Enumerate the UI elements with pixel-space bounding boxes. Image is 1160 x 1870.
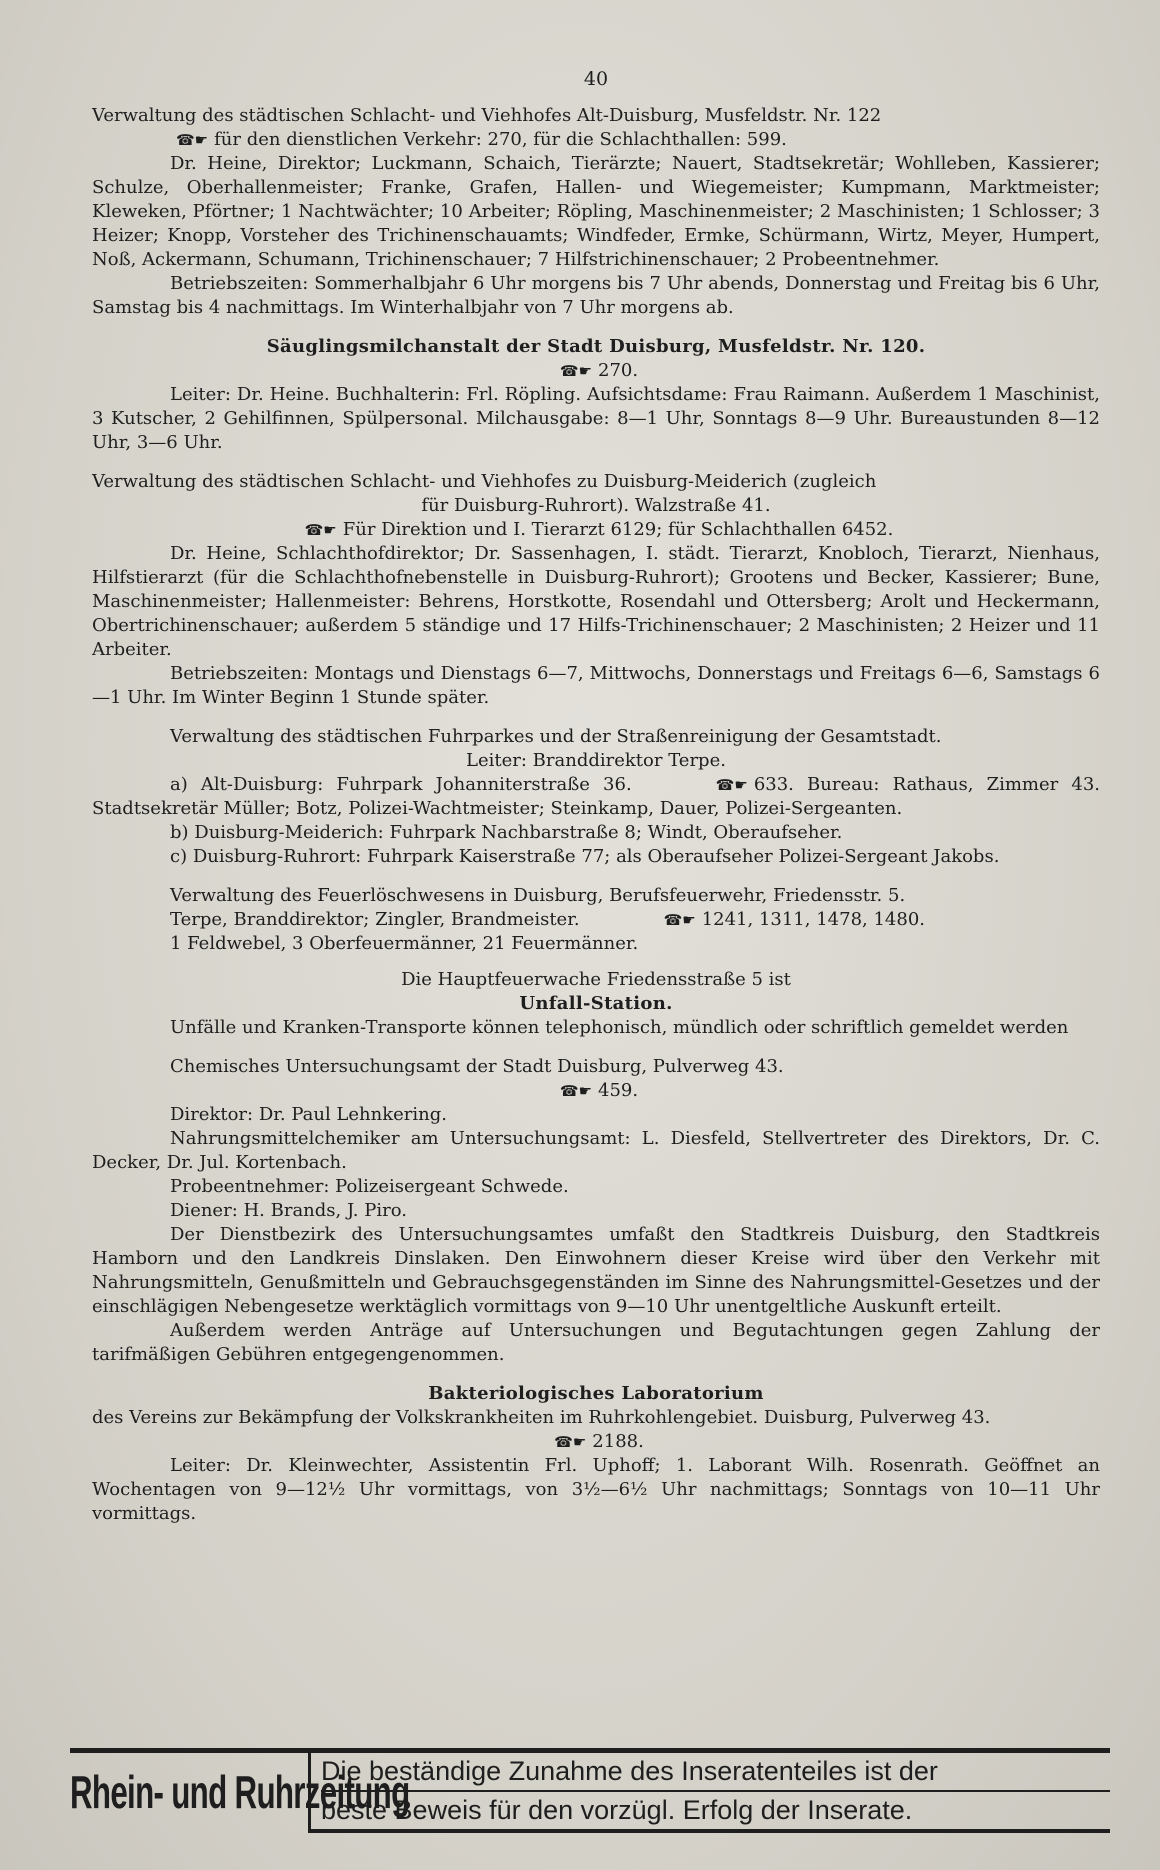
entry-b: b) Duisburg-Meiderich: Fuhrpark Nachbarstraße 8; Windt, Oberaufseher. [170,822,843,843]
phone-line: ☎☛ 2188. [554,1431,644,1452]
section-heading: Chemisches Untersuchungsamt der Stadt Duisburg, Pulverweg 43. [170,1056,784,1077]
director-line: Direktor: Dr. Paul Lehnkering. [170,1104,447,1125]
telephone-hand-icon: ☎☛ [559,1082,593,1100]
telephone-hand-icon: ☎☛ [559,362,593,380]
phone-line: ☎☛ 270. [559,360,639,381]
hours-paragraph: Betriebszeiten: Sommerhalbjahr 6 Uhr morgens bis 7 Uhr abends, Donnerstag und Freitag bis 6 Uhr, Samstag bis 4 nachmittags. Im Winterhalbjahr von 7 Uhr morgens ab. [92,273,1100,318]
staff-paragraph: Dr. Heine, Direktor; Luckmann, Schaich, Tierärzte; Nauert, Stadtsekretär; Wohlleben, Kassierer; Schulze, Oberhallenmeister; Franke, Grafen, Hallen- und Wiegemeister; Kumpmann, Marktmeister; Kleweken, Pförtner; 1 Nachtwächter; 10 Arbeiter; Röpling, Maschinenmeister; 2 Maschinisten; 1 Schlosser; 3 Heizer; Knopp, Vorsteher des Trichinenschauamts; Windfeder, Ermke, Schürmann, Wirtz, Meyer, Humpert, Noß, Ackermann, Schumann, Trichinenschauer; 7 Hilfstrichinenschauer; 2 Probeentnehmer. [92,153,1100,270]
phone-line: ☎☛ für den dienstlichen Verkehr: 270, für die Schlachthallen: 599. [176,129,787,150]
staff-paragraph: Dr. Heine, Schlachthofdirektor; Dr. Sassenhagen, I. städt. Tierarzt, Knobloch, Tierarzt, Nienhaus, Hilfstierarzt (für die Schlachthofnebenstelle in Duisburg-Ruhrort); Grootens und Becker, Kassierer; Bune, Maschinenmeister; Hallenmeister: Behrens, Horstkotte, Rosendahl und Ottersberg; Arolt und Heckermann, Obertrichinenschauer; außerdem 5 ständige und 17 Hilfs-Trichinenschauer; 2 Maschinisten; 2 Heizer und 11 Arbeiter. [92,543,1100,660]
extra-paragraph: Außerdem werden Anträge auf Untersuchungen und Begutachtungen gegen Zahlung der tarifmäßigen Gebühren entgegengenommen. [92,1320,1100,1365]
newspaper-advertisement [70,1748,1110,1833]
district-paragraph: Der Dienstbezirk des Untersuchungsamtes umfaßt den Stadtkreis Duisburg, den Stadtkreis Hamborn und den Landkreis Dinslaken. Den Einwohnern dieser Kreise wird über den Verkehr mit Nahrungsmitteln, Genußmitteln und Gebrauchsgegenständen im Sinne des Nahrungsmittel-Gesetzes und der einschlägigen Nebengesetze werktäglich vormittags von 9—10 Uhr unentgeltliche Auskunft erteilt. [92,1224,1100,1317]
section-heading-continued: für Duisburg-Ruhrort). Walzstraße 41. [421,495,771,516]
section-heading: Verwaltung des städtischen Fuhrparkes und der Straßenreinigung der Gesamtstadt. [170,726,942,747]
leader-line: Leiter: Branddirektor Terpe. [466,750,726,771]
entry-a: a) Alt-Duisburg: Fuhrpark Johanniterstraße 36. ☎☛ 633. Bureau: Rathaus, Zimmer 43. Stadtsekretär Müller; Botz, Polizei-Wachtmeister; Steinkamp, Dauer, Polizei-Sergeanten. [92,774,1100,819]
telephone-hand-icon: ☎☛ [304,521,337,539]
hours-paragraph: Betriebszeiten: Montags und Dienstags 6—7, Mittwochs, Donnerstags und Freitags 6—6, Samstags 6—1 Uhr. Im Winter Beginn 1 Stunde später. [92,663,1100,708]
section-fuhrpark [92,725,1100,869]
wache-line: Die Hauptfeuerwache Friedensstraße 5 ist [401,969,791,990]
telephone-hand-icon: ☎☛ [663,911,696,929]
section-feuerloeschwesen [92,884,1100,1040]
chemists-paragraph: Nahrungsmittelchemiker am Untersuchungsamt: L. Diesfeld, Stellvertreter des Direktors, Dr. C. Decker, Dr. Jul. Kortenbach. [92,1128,1100,1173]
section-schlachthof-alt-duisburg [92,104,1100,320]
body-paragraph: Leiter: Dr. Kleinwechter, Assistentin Frl. Uphoff; 1. Laborant Wilh. Rosenrath. Geöffnet an Wochentagen von 9—12½ Uhr vormittags, von 3½—6½ Uhr nachmittags; Sonntags von 10—11 Uhr vormittags. [92,1455,1100,1524]
phone-line: ☎☛ 459. [559,1080,639,1101]
section-heading: Säuglingsmilchanstalt der Stadt Duisburg, Musfeldstr. Nr. 120. [266,336,926,357]
section-bakteriologisches-laboratorium [92,1382,1100,1526]
newspaper-brand: Rhein- und Ruhrzeitung [70,1766,410,1818]
crew-line: 1 Feldwebel, 3 Oberfeuermänner, 21 Feuermänner. [170,933,639,954]
section-schlachthof-meiderich [92,470,1100,710]
unfall-station-heading: Unfall-Station. [519,993,673,1014]
section-heading: Bakteriologisches Laboratorium [428,1383,764,1404]
page-number: 40 [583,68,609,90]
section-heading: Verwaltung des Feuerlöschwesens in Duisburg, Berufsfeuerwehr, Friedensstr. 5. [170,885,906,906]
sampler-line: Probeentnehmer: Polizeisergeant Schwede. [170,1176,569,1197]
advertisement-line-2: beste Beweis für den vorzügl. Erfolg der Inserate. [321,1795,913,1825]
entry-c: c) Duisburg-Ruhrort: Fuhrpark Kaiserstraße 77; als Oberaufseher Polizei-Sergeant Jakobs. [170,846,1000,867]
section-heading: Verwaltung des städtischen Schlacht- und Viehhofes Alt-Duisburg, Musfeldstr. Nr. 122 [92,105,882,126]
section-subheading: des Vereins zur Bekämpfung der Volkskrankheiten im Ruhrkohlengebiet. Duisburg, Pulverweg 43. [92,1407,991,1428]
advertisement-text [308,1753,1110,1833]
servants-line: Diener: H. Brands, J. Piro. [170,1200,407,1221]
section-saeuglingsmilchanstalt [92,335,1100,455]
section-chemisches-untersuchungsamt [92,1055,1100,1367]
telephone-hand-icon: ☎☛ [554,1433,587,1451]
body-paragraph: Leiter: Dr. Heine. Buchhalterin: Frl. Röpling. Aufsichtsdame: Frau Raimann. Außerdem 1 Maschinist, 3 Kutscher, 2 Gehilfinnen, Spülpersonal. Milchausgabe: 8—1 Uhr, Sonntags 8—9 Uhr. Bureaustunden 8—12 Uhr, 3—6 Uhr. [92,384,1100,453]
phone-line: ☎☛ Für Direktion und I. Tierarzt 6129; für Schlachthallen 6452. [304,519,894,540]
telephone-hand-icon: ☎☛ [715,776,748,794]
advertisement-line-1: Die beständige Zunahme des Inseratenteiles ist der [321,1753,1110,1792]
telephone-hand-icon: ☎☛ [176,131,209,149]
section-heading: Verwaltung des städtischen Schlacht- und Viehhofes zu Duisburg-Meiderich (zugleich [92,471,877,492]
unfall-text: Unfälle und Kranken-Transporte können telephonisch, mündlich oder schriftlich gemeldet werden [170,1017,1069,1038]
staff-line: Terpe, Branddirektor; Zingler, Brandmeister. ☎☛ 1241, 1311, 1478, 1480. [170,909,925,930]
